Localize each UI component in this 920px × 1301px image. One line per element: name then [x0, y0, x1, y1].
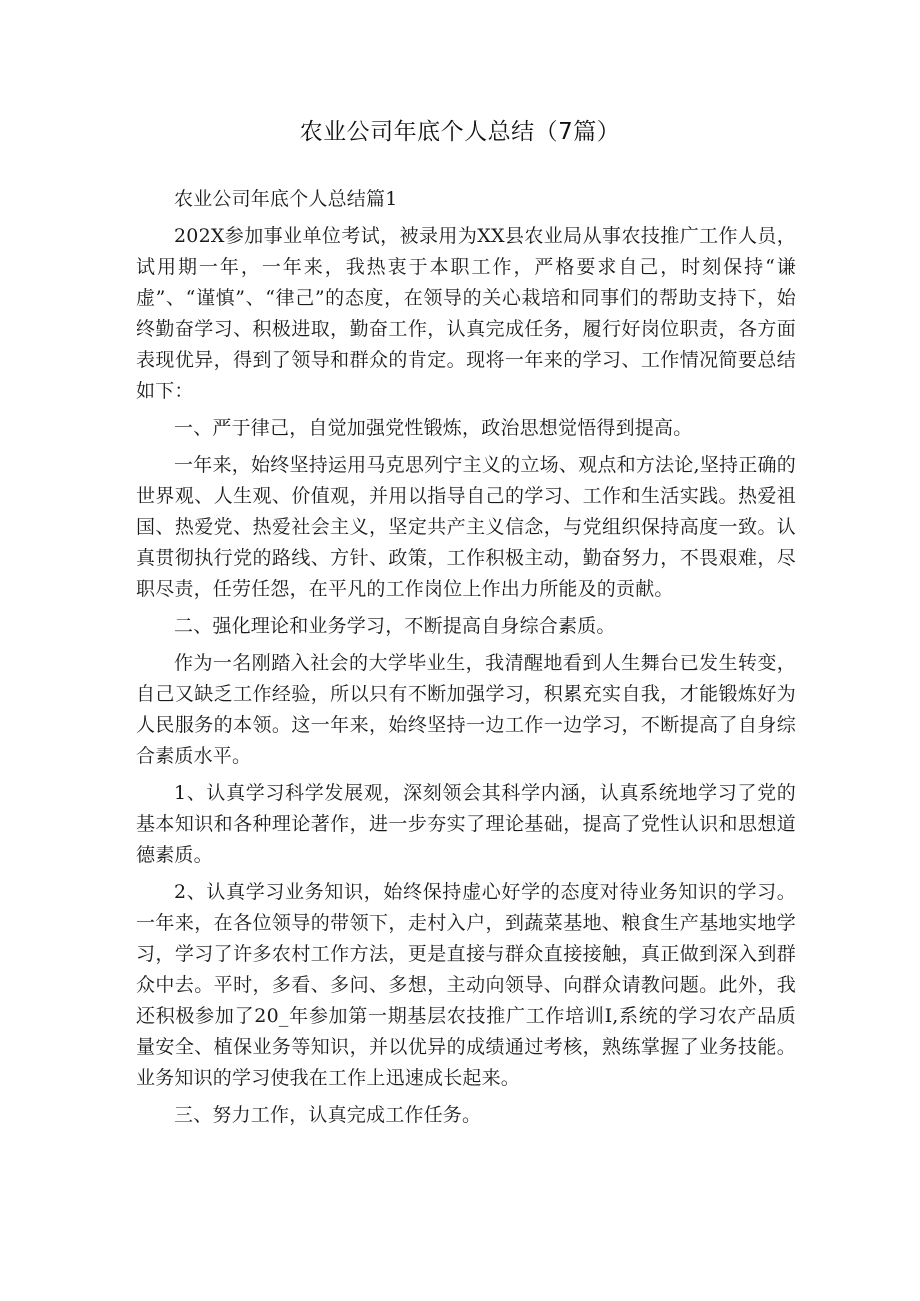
- paragraph: 三、努力工作，认真完成工作任务。: [174, 1104, 482, 1126]
- paragraph: 作为一名刚踏入社会的大学毕业生，我清醒地看到人生舞台已发生转变，自己又缺乏工作经验，所以只有不断加强学习，积累充实自我，才能锻炼好为人民服务的本领。这一年来，始终坚持一边工作一边学习，不断提高了自身综合素质水平。: [136, 652, 796, 767]
- paragraph: 202X参加事业单位考试，被录用为XX县农业局从事农技推广工作人员，试用期一年，一年来，我热衷于本职工作，严格要求自己，时刻保持“谦虚”、“谨慎”、“律己”的态度，在领导的关心栽培和同事们的帮助支持下，始终勤奋学习、积极进取，勤奋工作，认真完成任务，履行好岗位职责，各方面表现优异，得到了领导和群众的肯定。现将一年来的学习、工作情况简要总结如下：: [136, 225, 796, 402]
- paragraph: 2、认真学习业务知识，始终保持虚心好学的态度对待业务知识的学习。一年来，在各位领导的带领下，走村入户，到蔬菜基地、粮食生产基地实地学习，学习了许多农村工作方法，更是直接与群众直接接触，真正做到深入到群众中去。平时，多看、多问、多想，主动向领导、向群众请教问题。此外，我还积极参加了20_年参加第一期基层农技推广工作培训I,系统的学习农产品质量安全、植保业务等知识，并以优异的成绩通过考核，熟练掌握了业务技能。业务知识的学习使我在工作上迅速成长起来。: [136, 881, 796, 1089]
- paragraph: 二、强化理论和业务学习，不断提高自身综合素质。: [174, 615, 616, 637]
- paragraph: 一年来，始终坚持运用马克思列宁主义的立场、观点和方法论,坚持正确的世界观、人生观、价值观，并用以指导自己的学习、工作和生活实践。热爱祖国、热爱党、热爱社会主义，坚定共产主义信念，与党组织保持高度一致。认真贯彻执行党的路线、方针、政策，工作积极主动，勤奋努力，不畏艰难，尽职尽责，任劳任怨，在平凡的工作岗位上作出力所能及的贡献。: [136, 454, 796, 600]
- document-title: 农业公司年底个人总结（7篇）: [299, 119, 621, 145]
- document-body: [136, 184, 796, 1131]
- paragraph: 1、认真学习科学发展观，深刻领会其科学内涵，认真系统地学习了党的基本知识和各种理论著作，进一步夯实了理论基础，提高了党性认识和思想道德素质。: [136, 782, 796, 866]
- section-heading: 农业公司年底个人总结篇1: [174, 188, 398, 210]
- paragraph: 一、严于律己，自觉加强党性锻炼，政治思想觉悟得到提高。: [174, 417, 693, 439]
